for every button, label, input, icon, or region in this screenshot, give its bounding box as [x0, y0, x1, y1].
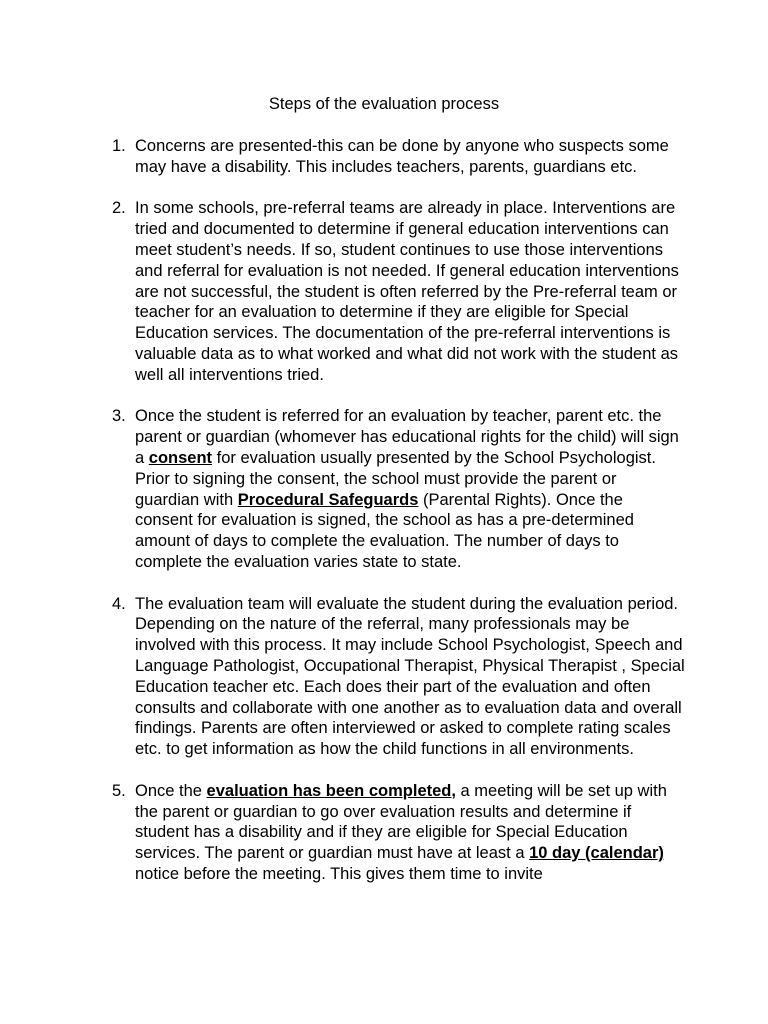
steps-list — [0, 136, 768, 905]
step-number: 2. — [112, 199, 126, 218]
step-item-2 — [0, 198, 685, 385]
emphasis-consent: consent — [148, 448, 213, 467]
step-text — [135, 406, 685, 572]
text-segment: a meeting will be set up with the parent or guardian to go over evaluation results and determine if student has a disability and if they are eligible for Special Education services. The parent or guardian must have at least a — [135, 781, 667, 863]
document-title: Steps of the evaluation process — [268, 95, 500, 113]
text-segment: Once the student is referred for an evaluation by teacher, parent etc. the parent or guardian (whomever has educational rights for the child) will sign a — [135, 407, 679, 467]
step-text — [135, 594, 685, 760]
step-number: 3. — [112, 407, 126, 426]
step-number: 5. — [112, 781, 126, 800]
step-text — [135, 781, 685, 885]
text-segment: for evaluation usually presented by the School Psychologist. Prior to signing the consent, the school must provide the parent or guardian with — [135, 448, 656, 509]
step-text — [135, 136, 685, 178]
text-segment: Concerns are presented-this can be done by anyone who suspects some may have a disability. This includes teachers, parents, guardians etc. — [135, 137, 669, 176]
text-segment: Once the — [135, 781, 207, 800]
step-item-1 — [0, 136, 685, 178]
step-number: 4. — [112, 594, 126, 613]
emphasis-10-day-calendar: 10 day (calendar) — [529, 844, 664, 863]
step-item-5 — [0, 781, 685, 885]
text-segment: In some schools, pre-referral teams are already in place. Interventions are tried and documented to determine if general education interventions can meet student’s needs. If so, student continues to use those interventions and referral for evaluation is not needed. If general education interventions are not successful, the student is often referred by the Pre-referral team or teacher for an evaluation to determine if they are eligible for Special Education services. The documentation of the pre-referral interventions is valuable data as to what worked and what did not work with the student as well all interventions tried. — [135, 199, 679, 384]
text-segment: The evaluation team will evaluate the student during the evaluation period. Depending on the nature of the referral, many professionals may be involved with this process. It may include School Psychologist, Speech and Language Pathologist, Occupational Therapist, Physical Therapist , Special Education teacher etc. Each does their part of the evaluation and often consults and collaborate with one another as to evaluation data and overall findings. Parents are often interviewed or asked to complete rating scales etc. to get information as how the child functions in all environments. — [135, 594, 685, 759]
step-number: 1. — [112, 137, 126, 155]
emphasis-procedural-safeguards: Procedural Safeguards — [237, 490, 419, 509]
text-segment: notice before the meeting. This gives them time to invite — [135, 864, 543, 883]
step-item-3 — [0, 406, 685, 572]
emphasis-evaluation-completed: evaluation has been completed, — [206, 781, 456, 800]
step-text — [135, 198, 685, 385]
text-segment: (Parental Rights). Once the consent for evaluation is signed, the school as has a pre-determined amount of days to complete the evaluation. The number of days to complete the evaluation varies state to state. — [135, 490, 634, 571]
step-item-4 — [0, 594, 685, 760]
